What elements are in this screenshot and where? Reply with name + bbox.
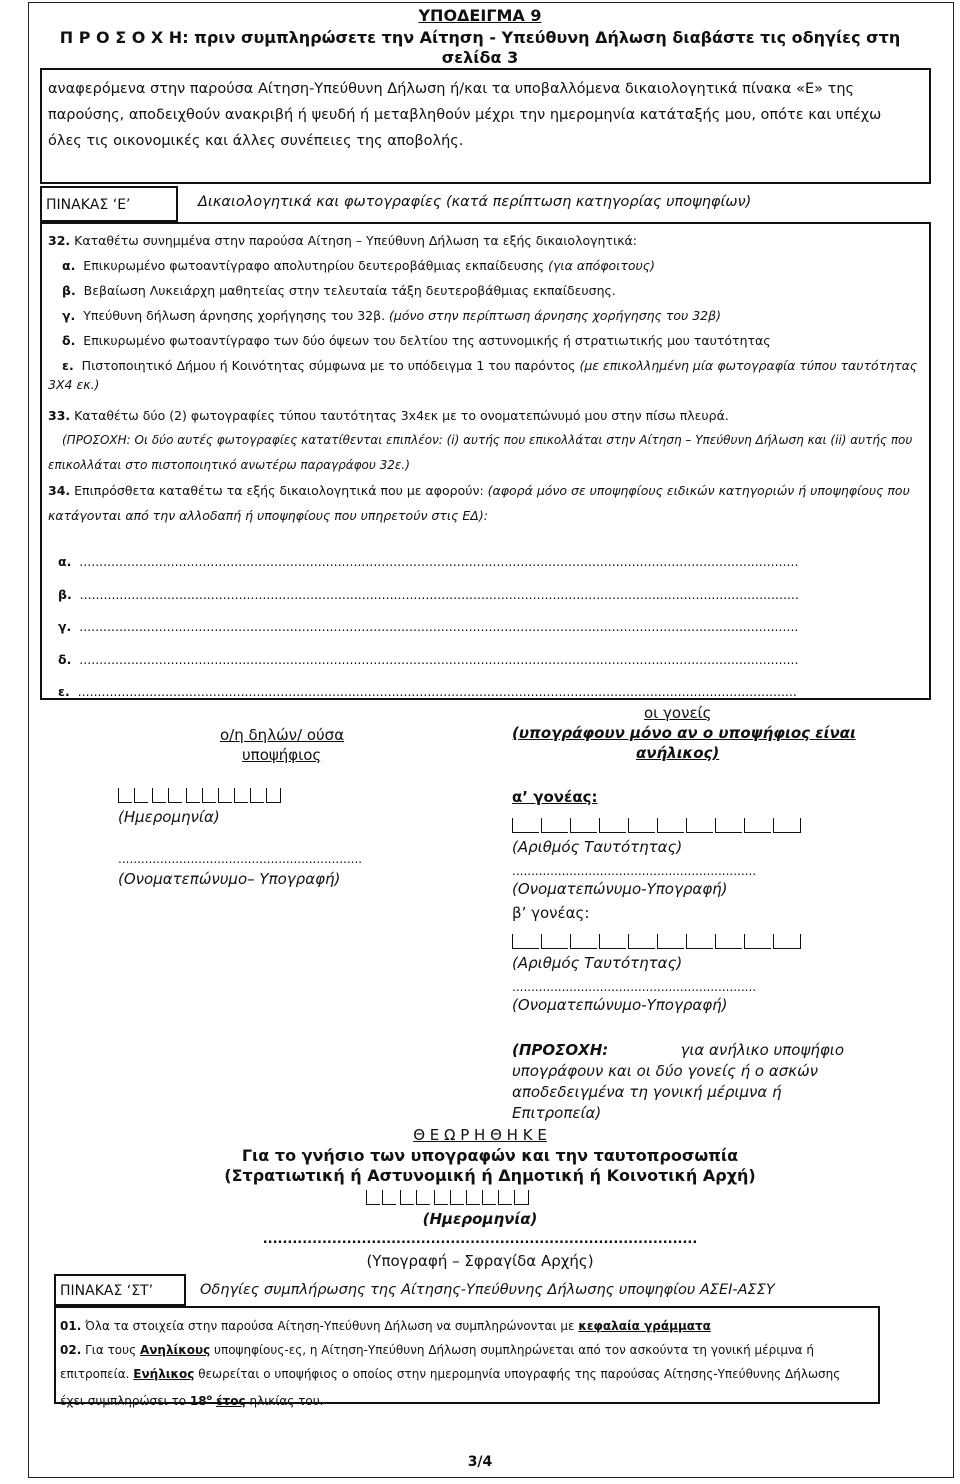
item-34-note: κατάγονται από την αλλοδαπή ή υποψηφίους που υπηρετούν στις ΕΔ):: [48, 508, 488, 523]
declarant-date-label: (Ημερομηνία): [118, 808, 220, 826]
form-id: ΥΠΟΔΕΙΓΜΑ 9: [418, 6, 542, 25]
intro-line-1: αναφερόμενα στην παρούσα Αίτηση-Υπεύθυνη Δήλωση ή/και τα υποβαλλόμενα δικαιολογητικά πίνακα «Ε» της: [48, 81, 855, 97]
item-33-note-2: επικολλάται στο πιστοποιητικό ανωτέρω παραγράφου 32ε.): [48, 458, 410, 472]
instruction-02: 02. Για τους Ανηλίκους υποψηφίους-ες, η Αίτηση-Υπεύθυνη Δήλωση συμπληρώνεται από τον ασκούντα τη γονική μέριμνα ή: [60, 1343, 815, 1357]
item-34: 34. Επιπρόσθετα καταθέτω τα εξής δικαιολογητικά που με αφορούν: (αφορά μόνο σε υποψηφίους ειδικών κατηγοριών ή υποψηφίους που: [48, 483, 910, 498]
parent-b-id-label: (Αριθμός Ταυτότητας): [512, 954, 683, 972]
declarant-sign-dots[interactable]: ................................................................: [118, 852, 363, 866]
parent-b-sign-dots[interactable]: ................................................................: [512, 980, 757, 994]
cert-line-2: (Στρατιωτική ή Αστυνομική ή Δημοτική ή Κοινοτική Αρχή): [224, 1166, 756, 1185]
blank-line-a: α. .....................................................................................................................................................................................: [58, 554, 799, 569]
parent-b-label: β’ γονέας:: [512, 904, 590, 922]
cert-sign-dots[interactable]: ........................................................................................: [262, 1232, 698, 1247]
item-32d: δ. Επικυρωμένο φωτοαντίγραφο των δύο όψεων του δελτίου της αστυνομικής ή στρατιωτικής μου ταυτότητας: [62, 333, 771, 348]
item-32e: ε. Πιστοποιητικό Δήμου ή Κοινότητας σύμφωνα με το υπόδειγμα 1 του παρόντος (με επικολλημένη μία φωτογραφία τύπου ταυτότητας: [62, 358, 918, 373]
attention-note: (ΠΡΟΣΟΧΗ: για ανήλικο υποψήφιο υπογράφουν και οι δύο γονείς ή ο ασκών αποδεδειγμένα τη γονική μέριμνα ή Επιτροπεία): [512, 1041, 844, 1122]
blank-line-c: γ. .....................................................................................................................................................................................: [58, 619, 799, 634]
parents-note-2: ανήλικος): [636, 744, 720, 762]
parent-b-sign-label: (Ονοματεπώνυμο-Υπογραφή): [512, 996, 728, 1014]
instruction-02-line-3: έχει συμπληρώσει το $18^o$ έτος ηλικίας του.: [60, 1393, 324, 1408]
warning-line-2: σελίδα 3: [441, 48, 519, 67]
parent-a-id-label: (Αριθμός Ταυτότητας): [512, 838, 683, 856]
parent-a-sign-label: (Ονοματεπώνυμο-Υπογραφή): [512, 880, 728, 898]
item-33: 33. Καταθέτω δύο (2) φωτογραφίες τύπου ταυτότητας 3x4εκ με το ονοματεπώνυμό μου στην πίσω πλευρά.: [48, 408, 729, 423]
item-32b: β. Βεβαίωση Λυκειάρχη μαθητείας στην τελευταία τάξη δευτεροβάθμιας εκπαίδευσης.: [62, 283, 616, 298]
table-e-body: [40, 222, 931, 700]
declarant-sign-label: (Ονοματεπώνυμο– Υπογραφή): [118, 870, 341, 888]
cert-title: Θ Ε Ω Ρ Η Θ Η Κ Ε: [413, 1126, 547, 1144]
parent-b-id-boxes[interactable]: [512, 934, 803, 949]
cert-date-boxes[interactable]: [366, 1190, 531, 1205]
instruction-01: 01. Όλα τα στοιχεία στην παρούσα Αίτηση-Υπεύθυνη Δήλωση να συμπληρώνονται με κεφαλαία γράμματα: [60, 1319, 711, 1333]
blank-line-d: δ. .....................................................................................................................................................................................: [58, 651, 799, 667]
table-st-body: [54, 1306, 880, 1408]
parents-label: οι γονείς: [644, 704, 712, 722]
intro-line-2: παρούσης, αποδειχθούν ανακριβή ή ψευδή ή μεταβληθούν μέχρι την ημερομηνία κατάταξής μου, οπότε και υπέχω: [48, 107, 882, 123]
parent-a-sign-dots[interactable]: ................................................................: [512, 864, 757, 878]
table-e-title: Δικαιολογητικά και φωτογραφίες (κατά περίπτωση κατηγορίας υποψηφίων): [198, 194, 752, 210]
table-e-label: ΠΙΝΑΚΑΣ ‘Ε’: [40, 186, 178, 222]
blank-line-b: β. .....................................................................................................................................................................................: [58, 586, 799, 602]
blank-line-e: ε. .....................................................................................................................................................................................: [58, 684, 797, 699]
parents-note-1: (υπογράφουν μόνο αν ο υποψήφιος είναι: [512, 724, 856, 742]
cert-sign-label: (Υπογραφή – Σφραγίδα Αρχής): [366, 1252, 594, 1270]
intro-box: [40, 68, 931, 184]
table-st-label: ΠΙΝΑΚΑΣ ‘ΣΤ’: [54, 1274, 186, 1306]
intro-line-3: όλες τις οικονομικές και άλλες συνέπειες της αποβολής.: [48, 133, 464, 149]
item-32e-note: 3Χ4 εκ.): [48, 377, 100, 392]
parent-a-id-boxes[interactable]: [512, 818, 803, 833]
parent-a-label: α’ γονέας:: [512, 788, 598, 806]
declarant-label-2: υποψήφιος: [242, 746, 322, 764]
page-number: 3/4: [467, 1454, 493, 1470]
item-32: 32. Καταθέτω συνημμένα στην παρούσα Αίτηση – Υπεύθυνη Δήλωση τα εξής δικαιολογητικά:: [48, 233, 638, 248]
declarant-label-1: ο/η δηλών/ ούσα: [220, 726, 345, 744]
warning-line-1: Π Ρ Ο Σ Ο Χ Η: πριν συμπληρώσετε την Αίτηση - Υπεύθυνη Δήλωση διαβάστε τις οδηγίες στη: [59, 28, 901, 47]
item-32a: α. Επικυρωμένο φωτοαντίγραφο απολυτηρίου δευτεροβάθμιας εκπαίδευσης (για απόφοιτους): [62, 258, 655, 273]
table-st-title: Οδηγίες συμπλήρωσης της Αίτησης-Υπεύθυνης Δήλωσης υποψηφίου ΑΣΕΙ-ΑΣΣΥ: [200, 1282, 775, 1298]
cert-date-label: (Ημερομηνία): [422, 1210, 538, 1228]
instruction-02-line-2: επιτροπεία. Ενήλικος θεωρείται ο υποψήφιος ο οποίος στην ημερομηνία υπογραφής της παρούσας Αίτησης-Υπεύθυνης Δήλωσης: [60, 1367, 841, 1381]
declarant-date-boxes[interactable]: [118, 788, 283, 803]
item-33-note-1: (ΠΡΟΣΟΧΗ: Οι δύο αυτές φωτογραφίες κατατίθενται επιπλέον: (i) αυτής που επικολλάται στην Αίτηση – Υπεύθυνη Δήλωση και (ii) αυτής που: [62, 433, 913, 447]
item-32c: γ. Υπεύθυνη δήλωση άρνησης χορήγησης του 32β. (μόνο στην περίπτωση άρνησης χορήγησης του 32β): [62, 308, 721, 323]
cert-line-1: Για το γνήσιο των υπογραφών και την ταυτοπροσωπία: [241, 1146, 739, 1165]
